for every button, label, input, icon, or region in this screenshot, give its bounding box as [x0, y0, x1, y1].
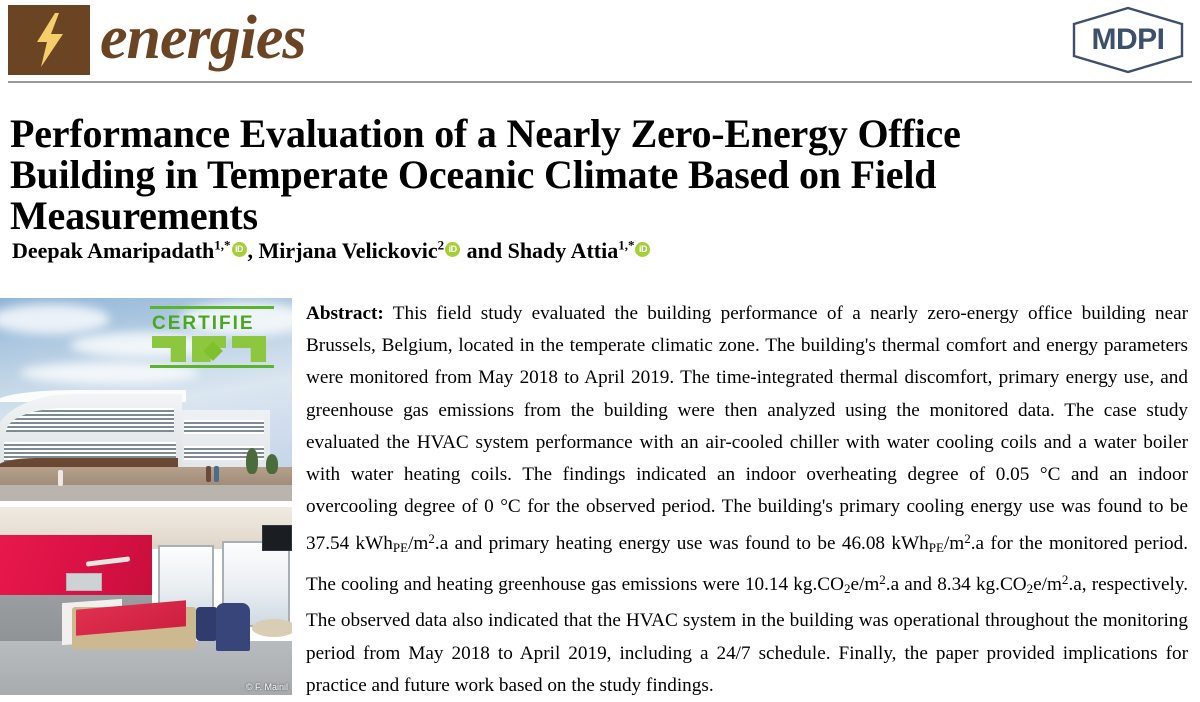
author-affiliation: 1,* — [618, 237, 635, 253]
certifie-rule-top — [150, 306, 274, 309]
bedhead-panel — [66, 573, 102, 591]
emission-unit: kg.CO — [793, 574, 844, 596]
energy-unit: kWh — [355, 533, 393, 555]
orcid-icon[interactable]: iD — [232, 242, 247, 257]
cooling-energy-value: 37.54 — [306, 533, 350, 555]
emission-unit-area: e/m — [1033, 574, 1062, 596]
page-title: Performance Evaluation of a Nearly Zero-Energy Office Building in Temperate Oceanic Climate Based on Field Measurements — [10, 110, 961, 238]
pedestrian — [214, 466, 219, 482]
emission-unit-area: e/m — [850, 574, 880, 596]
abstract-label: Abstract: — [306, 303, 384, 324]
abstract-sentence: The findings indicated an indoor overheating degree of 0.05 °C and an indoor overcooling degree of 0 °C for the observed period. — [306, 464, 1189, 518]
journal-header — [0, 0, 1200, 83]
pedestrian — [206, 466, 211, 482]
emission-unit-subscript: 2 — [843, 581, 851, 597]
unit-annum: .a — [1068, 574, 1082, 596]
patient-room-photo — [0, 507, 292, 695]
armchair — [216, 603, 250, 651]
abstract-sentence: This field study evaluated the building performance of a nearly zero-energy office building near Brussels, Belgium, located in the temperate climatic zone. — [306, 303, 1188, 357]
unit-exponent: 2 — [879, 572, 886, 588]
emission-unit-subscript: 2 — [1026, 581, 1034, 597]
tree — [246, 448, 258, 474]
cooling-emissions-value: 10.14 — [744, 574, 789, 596]
abstract-sentence-emissions: The cooling and heating greenhouse gas emissions were 10.14 $kg.CO_2e/m^2.a$ and 8.34 $kg.CO_2e/m^2.a$, respectively. — [306, 572, 1188, 597]
abstract-sentence-energy: The building's primary cooling energy use was found to be 37.54 $kWh_{PE}/m^2.a$ and primary heating energy use was found to be 46.08 $kWh_{PE}/m^2.a$ for the monitored period. — [306, 496, 1189, 556]
orcid-icon[interactable]: iD — [445, 242, 460, 257]
mdpi-wordmark: MDPI — [1091, 23, 1165, 56]
author-separator: , — [247, 238, 259, 263]
heating-emissions-value: 8.34 — [937, 574, 971, 596]
author-name: Deepak Amaripadath — [12, 238, 215, 263]
author-affiliation: 2 — [437, 237, 445, 253]
abstract-section — [306, 298, 1188, 702]
orcid-icon[interactable]: iD — [635, 242, 650, 257]
unit-annum: .a — [970, 533, 985, 555]
author-separator: and — [461, 238, 508, 263]
author-name: Shady Attia — [507, 238, 619, 263]
mdpi-logo — [1064, 4, 1192, 76]
unit-annum: .a — [885, 574, 900, 596]
photo-credit: © F. Mainil — [245, 682, 288, 692]
emission-unit: kg.CO — [975, 574, 1027, 596]
unit-annum: .a — [434, 533, 449, 555]
abstract-sentence: The time-integrated thermal discomfort, primary energy use, and greenhouse gas emissions from the building were then analyzed using the monitored data. — [306, 367, 1188, 421]
unit-exponent: 2 — [1061, 572, 1069, 588]
unit-exponent: 2 — [964, 531, 971, 547]
author-list — [12, 236, 1172, 266]
emblem-block — [232, 336, 266, 362]
abstract-sentence: Finally, the paper provided implications for practice and future work based on the study findings. — [306, 642, 1188, 696]
emblem-block — [152, 336, 186, 362]
energy-unit-subscript: PE — [392, 540, 409, 556]
wall-television — [262, 525, 292, 551]
energies-logo-mark — [8, 5, 90, 75]
header-divider — [8, 81, 1192, 83]
author-affiliation: 1,* — [214, 237, 231, 253]
tree — [266, 454, 278, 474]
certifie-emblem — [152, 336, 272, 362]
lightning-bolt-icon — [29, 12, 69, 68]
louver-band — [184, 420, 264, 434]
energy-unit-subscript: PE — [928, 540, 944, 556]
pavement — [0, 485, 292, 501]
heating-energy-value: 46.08 — [841, 533, 886, 555]
side-chair — [196, 607, 218, 641]
abstract-sentence: The observed data also indicated that the HVAC system in the building was operational throughout the monitoring period from May 2018 to April 2019, including a 24/7 schedule. — [306, 610, 1188, 664]
pedestrian — [58, 470, 63, 486]
abstract-sentence: The building's thermal comfort and energy parameters were monitored from May 2018 to April 2019. — [306, 335, 1188, 389]
certifie-rule-bottom — [150, 365, 274, 368]
certifie-logo — [148, 306, 276, 368]
energy-unit-area: /m — [943, 533, 965, 555]
energy-unit-area: /m — [408, 533, 429, 555]
louver-band — [6, 408, 174, 432]
certifie-label: CERTIFIE — [152, 313, 255, 334]
abstract-sentence: The case study evaluated the HVAC system performance with an air-cooled chiller with water cooling coils and a water boiler with water heating coils. — [306, 399, 1189, 486]
energy-unit: kWh — [891, 533, 929, 555]
figure-column — [0, 298, 292, 695]
author-name: Mirjana Velickovic — [258, 238, 438, 263]
round-table — [252, 619, 292, 637]
journal-title: energies — [100, 4, 306, 72]
office-building-photo — [0, 298, 292, 501]
unit-exponent: 2 — [428, 531, 435, 547]
